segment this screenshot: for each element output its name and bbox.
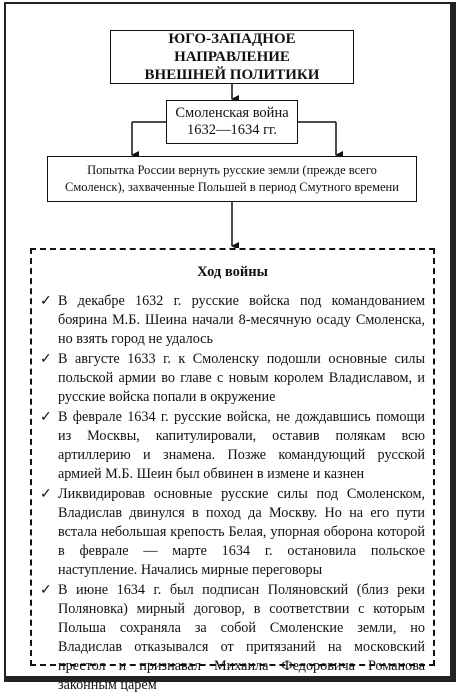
event-text: В июне 1634 г. был подписан Поляновский (близ реки Поляновка) мирный договор, в соответствии с которым Польша сохраняла за собой Смоленские земли, но Владислав отказывался от притязаний на московский престол и признавал Михаила Федоровича Романова законным царем [58, 582, 425, 693]
event-text: В феврале 1634 г. русские войска, не дождавшись помощи из Москвы, капитулировали, оставив полякам всю артиллерию и знамена. Позже командующий русской армией М.Б. Шеин был обвинен в измене и казнен [58, 409, 425, 482]
event-text: В августе 1633 г. к Смоленску подошли основные силы польской армии во главе с новым королем Владиславом, и русские войска попали в окружение [58, 351, 425, 405]
war-dates: 1632—1634 гг. [186, 122, 277, 138]
event-text: В декабре 1632 г. русские войска под командованием боярина М.Б. Шеина начали 8-месячную осаду Смоленска, но взять город не удалось [58, 293, 425, 347]
war-name: Смоленская война [175, 105, 289, 121]
course-of-war-box [30, 248, 435, 693]
event-item [38, 485, 425, 580]
event-item [38, 292, 425, 349]
event-item [38, 581, 425, 695]
title-line-2: ВНЕШНЕЙ ПОЛИТИКИ [144, 67, 320, 83]
checkmark-icon: ✓ [40, 410, 52, 425]
goal-box [47, 156, 417, 202]
course-heading: Ход войны [197, 264, 268, 280]
war-box [166, 100, 298, 144]
event-list [38, 292, 425, 696]
checkmark-icon: ✓ [40, 352, 52, 367]
event-item [38, 350, 425, 407]
goal-line-2: Смоленск), захваченные Польшей в период Смутного времени [65, 180, 399, 194]
title-box [110, 30, 354, 84]
checkmark-icon: ✓ [40, 487, 52, 502]
event-item [38, 408, 425, 484]
checkmark-icon: ✓ [40, 583, 52, 598]
title-line-1: ЮГО-ЗАПАДНОЕ НАПРАВЛЕНИЕ [168, 31, 296, 65]
event-text: Ликвидировав основные русские силы под Смоленском, Владислав двинулся в поход да Москву. Но на его пути встала небольшая крепость Белая, упорная оборона которой в феврале — марте 1634 г. остановила польское наступление. Начались мирные переговоры [58, 486, 425, 578]
goal-line-1: Попытка России вернуть русские земли (прежде всего [87, 163, 377, 177]
checkmark-icon: ✓ [40, 294, 52, 309]
